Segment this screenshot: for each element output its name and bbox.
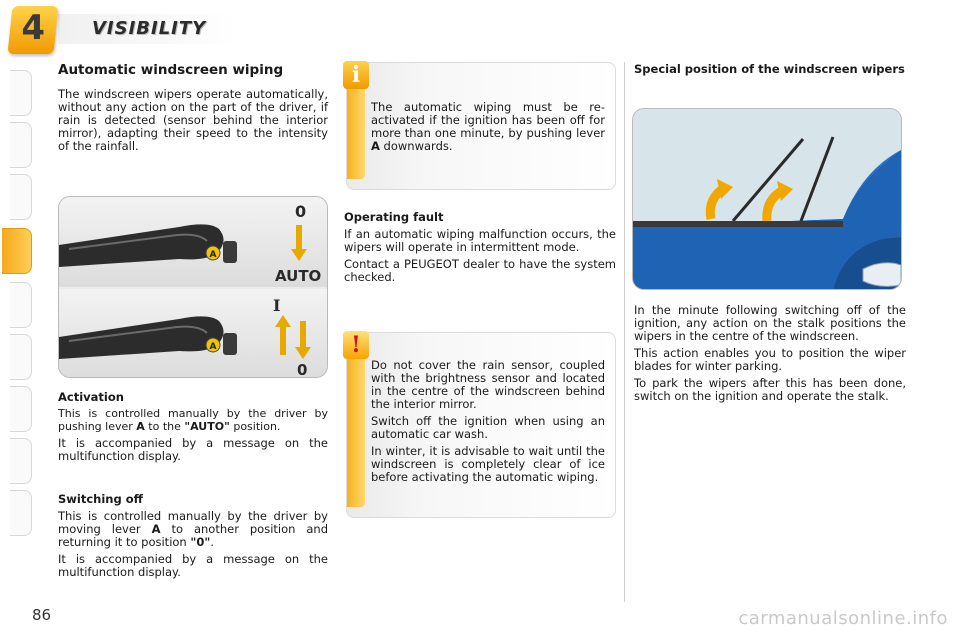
- info-icon: i: [343, 61, 369, 89]
- special-position-section: [634, 62, 906, 80]
- position-label-0-bottom: 0: [297, 361, 308, 378]
- position-label-0: 0: [295, 202, 307, 221]
- chapter-tab[interactable]: [10, 70, 32, 116]
- warning-box: [346, 332, 616, 518]
- switching-off-paragraph: This is controlled manually by the driver by moving lever A to another position and returning it to position "0".: [58, 509, 328, 549]
- watermark: carmanualsonline.info: [738, 608, 948, 629]
- chapter-tab[interactable]: [10, 174, 32, 220]
- chapter-tabs: [0, 60, 34, 580]
- position-label-auto: AUTO: [275, 267, 322, 285]
- activation-heading: Activation: [58, 390, 124, 404]
- column-divider: [624, 62, 625, 602]
- warning-paragraph-sensor: Do not cover the rain sensor, coupled with the brightness sensor and located in the centre of the windscreen behind the interior mirror.: [371, 358, 605, 411]
- special-position-text: [634, 304, 906, 407]
- warning-paragraph-winter: In winter, it is advisable to wait until the windscreen is completely clear of ice before activating the automatic wiping.: [371, 444, 605, 484]
- operating-fault-section: [344, 210, 616, 288]
- activation-display-paragraph: It is accompanied by a message on the multifunction display.: [58, 436, 328, 463]
- chapter-tab[interactable]: [10, 386, 32, 432]
- section-heading: Automatic windscreen wiping: [58, 62, 284, 78]
- chapter-tab[interactable]: [10, 490, 32, 536]
- dealer-paragraph: Contact a PEUGEOT dealer to have the system checked.: [344, 257, 616, 284]
- warning-paragraph-car-wash: Switch off the ignition when using an automatic car wash.: [371, 414, 605, 441]
- switching-off-display-paragraph: It is accompanied by a message on the multifunction display.: [58, 552, 328, 579]
- special-position-paragraph-2: This action enables you to position the wiper blades for winter parking.: [634, 346, 906, 373]
- chapter-tab-active[interactable]: [2, 228, 32, 274]
- svg-text:A: A: [209, 250, 217, 260]
- warning-icon: !: [343, 331, 369, 359]
- stalk-panel-switch-off: [59, 289, 328, 378]
- switching-off-heading: Switching off: [58, 492, 143, 506]
- page-number: 86: [32, 606, 52, 624]
- chapter-tab[interactable]: [10, 282, 32, 328]
- special-position-paragraph-3: To park the wipers after this has been done, switch on the ignition and operate the stalk.: [634, 376, 906, 403]
- operating-fault-paragraph: If an automatic wiping malfunction occurs, the wipers will operate in intermittent mode.: [344, 227, 616, 254]
- switching-off-section: [58, 492, 328, 583]
- info-box: [346, 62, 616, 190]
- special-position-paragraph-1: In the minute following switching off of the ignition, any action on the stalk positions the wipers in the centre of the windscreen.: [634, 303, 906, 343]
- position-label-i: I: [273, 296, 281, 315]
- operating-fault-heading: Operating fault: [344, 210, 444, 224]
- wiper-stalk-illustration: [58, 196, 328, 378]
- svg-text:A: A: [209, 342, 217, 352]
- chapter-badge: [7, 6, 58, 54]
- special-position-heading: Special position of the windscreen wipers: [634, 62, 905, 76]
- chapter-number: 4: [21, 8, 46, 48]
- stalk-panel-auto: [59, 197, 328, 287]
- intro-paragraph: The windscreen wipers operate automatically, without any action on the part of the driver, if rain is detected (sensor behind the interior mirror), adapting their speed to the intensity of the rainfall.: [58, 87, 328, 153]
- column-automatic-wiping: [58, 62, 328, 157]
- activation-paragraph: This is controlled manually by the driver by pushing lever A to the "AUTO" position.: [58, 407, 328, 433]
- info-paragraph: The automatic wiping must be re-activated if the ignition has been off for more than one minute, by pushing lever A downwards.: [371, 100, 605, 153]
- activation-section: [58, 390, 328, 467]
- chapter-tab[interactable]: [10, 334, 32, 380]
- chapter-tab[interactable]: [10, 122, 32, 168]
- page-title: VISIBILITY: [92, 18, 207, 39]
- chapter-tab[interactable]: [10, 438, 32, 484]
- windscreen-wipers-illustration: [632, 108, 902, 290]
